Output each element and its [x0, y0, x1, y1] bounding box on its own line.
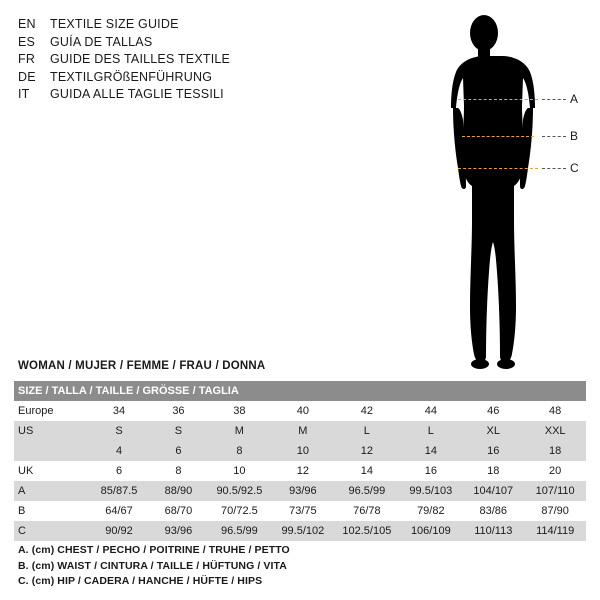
size-table [14, 381, 586, 541]
cell-a-2: 90.5/92.5 [207, 481, 271, 501]
cell-europe-7: 48 [524, 401, 586, 421]
row-label-us: US [14, 421, 89, 441]
cell-a-4: 96.5/99 [334, 481, 399, 501]
measurement-legend [18, 543, 290, 590]
cell-us-7: XXL [524, 421, 586, 441]
language-code-fr: FR [18, 52, 36, 66]
female-body-figure [420, 10, 590, 370]
cell-usnum-3: 10 [271, 441, 334, 461]
cell-a-1: 88/90 [150, 481, 208, 501]
title-row-de [18, 69, 348, 87]
title-block [18, 16, 348, 104]
cell-europe-2: 38 [207, 401, 271, 421]
title-text-de: TEXTILGRÖßENFÜHRUNG [50, 69, 213, 84]
cell-c-0: 90/92 [89, 521, 150, 541]
language-code-de: DE [18, 69, 36, 84]
cell-europe-0: 34 [89, 401, 150, 421]
cell-europe-6: 46 [462, 401, 524, 421]
cell-usnum-5: 14 [399, 441, 462, 461]
cell-us-5: L [399, 421, 462, 441]
cell-us-0: S [89, 421, 150, 441]
row-label-us-numeric [14, 441, 89, 461]
title-row-fr [18, 51, 348, 69]
cell-b-6: 83/86 [462, 501, 524, 521]
cell-us-1: S [150, 421, 208, 441]
cell-usnum-2: 8 [207, 441, 271, 461]
cell-usnum-7: 18 [524, 441, 586, 461]
cell-europe-4: 42 [334, 401, 399, 421]
section-title-woman: WOMAN / MUJER / FEMME / FRAU / DONNA [18, 360, 266, 372]
table-header-label: SIZE / TALLA / TAILLE / GRÖSSE / TAGLIA [14, 381, 586, 401]
table-row [14, 501, 586, 521]
cell-a-7: 107/110 [524, 481, 586, 501]
title-text-fr: GUIDE DES TAILLES TEXTILE [50, 52, 231, 66]
cell-c-4: 102.5/105 [334, 521, 399, 541]
cell-c-2: 96.5/99 [207, 521, 271, 541]
legend-item-a: A. (cm) CHEST / PECHO / POITRINE / TRUHE / PETTO [18, 544, 290, 556]
cell-uk-7: 20 [524, 461, 586, 481]
cell-c-3: 99.5/102 [271, 521, 334, 541]
cell-uk-4: 14 [334, 461, 399, 481]
cell-b-0: 64/67 [89, 501, 150, 521]
cell-usnum-0: 4 [89, 441, 150, 461]
cell-us-4: L [334, 421, 399, 441]
cell-b-3: 73/75 [271, 501, 334, 521]
cell-uk-6: 18 [462, 461, 524, 481]
cell-usnum-1: 6 [150, 441, 208, 461]
waist-guide-line [462, 136, 534, 137]
row-label-c: C [14, 521, 89, 541]
cell-a-0: 85/87.5 [89, 481, 150, 501]
legend-item-b: B. (cm) WAIST / CINTURA / TAILLE / HÜFTUNG / VITA [18, 559, 287, 572]
chest-guide-line [458, 99, 538, 100]
row-label-b: B [14, 501, 89, 521]
row-label-a: A [14, 481, 89, 501]
marker-label-b: B [570, 129, 579, 143]
table-row [14, 401, 586, 421]
table-row [14, 441, 586, 461]
language-code-es: ES [18, 34, 36, 49]
row-label-europe: Europe [14, 401, 89, 421]
marker-label-a: A [570, 92, 579, 106]
chest-lead-line [542, 99, 566, 100]
cell-a-6: 104/107 [462, 481, 524, 501]
cell-c-5: 106/109 [399, 521, 462, 541]
cell-uk-1: 8 [150, 461, 208, 481]
title-row-en [18, 16, 348, 34]
cell-b-2: 70/72.5 [207, 501, 271, 521]
cell-usnum-4: 12 [334, 441, 399, 461]
cell-c-6: 110/113 [462, 521, 524, 541]
hip-lead-line [542, 168, 566, 169]
cell-uk-5: 16 [399, 461, 462, 481]
legend-item-c: C. (cm) HIP / CADERA / HANCHE / HÜFTE / HIPS [18, 575, 263, 587]
title-text-en: TEXTILE SIZE GUIDE [50, 17, 179, 31]
cell-us-2: M [207, 421, 271, 441]
table-row [14, 461, 586, 481]
hip-guide-line [458, 168, 538, 169]
marker-label-c: C [570, 161, 579, 175]
cell-c-7: 114/119 [524, 521, 586, 541]
cell-europe-5: 44 [399, 401, 462, 421]
language-code-it: IT [18, 87, 30, 101]
cell-a-5: 99.5/103 [399, 481, 462, 501]
cell-uk-3: 12 [271, 461, 334, 481]
table-row [14, 421, 586, 441]
cell-europe-3: 40 [271, 401, 334, 421]
title-row-es [18, 34, 348, 52]
cell-uk-2: 10 [207, 461, 271, 481]
cell-c-1: 93/96 [150, 521, 208, 541]
female-silhouette-icon [420, 10, 590, 370]
cell-usnum-6: 16 [462, 441, 524, 461]
cell-us-6: XL [462, 421, 524, 441]
table-header-row [14, 381, 586, 401]
table-row [14, 521, 586, 541]
cell-b-1: 68/70 [150, 501, 208, 521]
cell-us-3: M [271, 421, 334, 441]
title-row-it [18, 86, 348, 104]
row-label-uk: UK [14, 461, 89, 481]
title-text-it: GUIDA ALLE TAGLIE TESSILI [50, 87, 224, 101]
cell-europe-1: 36 [150, 401, 208, 421]
waist-lead-line [542, 136, 566, 137]
cell-uk-0: 6 [89, 461, 150, 481]
table-row [14, 481, 586, 501]
cell-a-3: 93/96 [271, 481, 334, 501]
title-text-es: GUÍA DE TALLAS [50, 34, 153, 49]
cell-b-7: 87/90 [524, 501, 586, 521]
language-code-en: EN [18, 17, 36, 31]
cell-b-5: 79/82 [399, 501, 462, 521]
cell-b-4: 76/78 [334, 501, 399, 521]
